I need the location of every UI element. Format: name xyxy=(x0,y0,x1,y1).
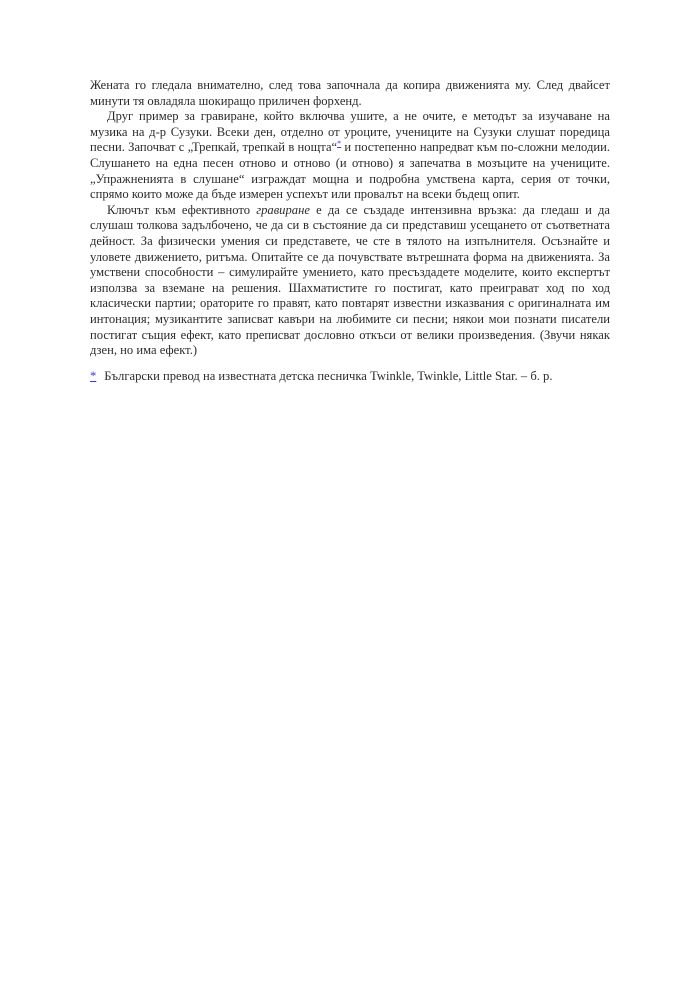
footnote xyxy=(90,369,610,385)
footnote-mark-glyph: * xyxy=(90,368,97,383)
paragraph-2-text-after: и постепенно напредват към по-сложни мелодии. Слушането на една песен отново и отново (и отново) я запечатва в мозъците на учениците. „Упражненията в слушане“ изграждат мощна и подробна умствена карта, серия от точки, спрямо които може да бъде измерен успехът или провалът на всеки бъдещ опит. xyxy=(90,140,611,202)
paragraph-3-text-after: е да се създаде интензивна връзка: да гледаш и да слушаш толкова задълбочено, че да си в състояние да си представиш усещането от съответната дейност. За физически умения си представете, че сте в тялото на изпълнителя. Осъзнайте и уловете движението, ритъма. Опитайте се да почувствате вътрешната форма на движенията. За умствени способности – симулирайте умението, като пресъздадете моделите, които експертът използва за вземане на решения. Шахматистите го постигат, като преиграват ход по ход класически партии; ораторите го правят, като повтарят известни изказвания с оригиналната им интонация; музикантите записват кавъри на любимите си песни; някои мои познати писатели постигат същия ефект, като преписват дословно откъси от велики произведения. (Звучи някак дзен, но има ефект.) xyxy=(90,202,610,358)
footnote-text: Български превод на известната детска песничка Twinkle, Twinkle, Little Star. – б. р. xyxy=(104,368,553,383)
paragraph-1 xyxy=(90,78,610,109)
paragraph-1-text: Жената го гледала внимателно, след това започнала да копира движенията му. След двайсет минути тя овладяла шокиращо приличен форхенд. xyxy=(90,78,610,108)
paragraph-3 xyxy=(90,203,610,359)
paragraph-3-emphasis: гравиране xyxy=(256,202,310,217)
footnote-reference-link[interactable]: * xyxy=(337,139,342,149)
paragraph-3-text-before: Ключът към ефективното xyxy=(107,202,257,217)
document-page xyxy=(90,78,610,384)
paragraph-2-text-before: Друг пример за гравиране, който включва ушите, а не очите, е методът за изучаване на музика на д-р Сузуки. Всеки ден, отделно от уроците, учениците на Сузуки слушат поредица песни. Започват с „Трепкай, трепкай в нощта“ xyxy=(90,109,610,155)
footnote-backlink[interactable] xyxy=(90,369,99,385)
paragraph-2 xyxy=(90,109,610,203)
